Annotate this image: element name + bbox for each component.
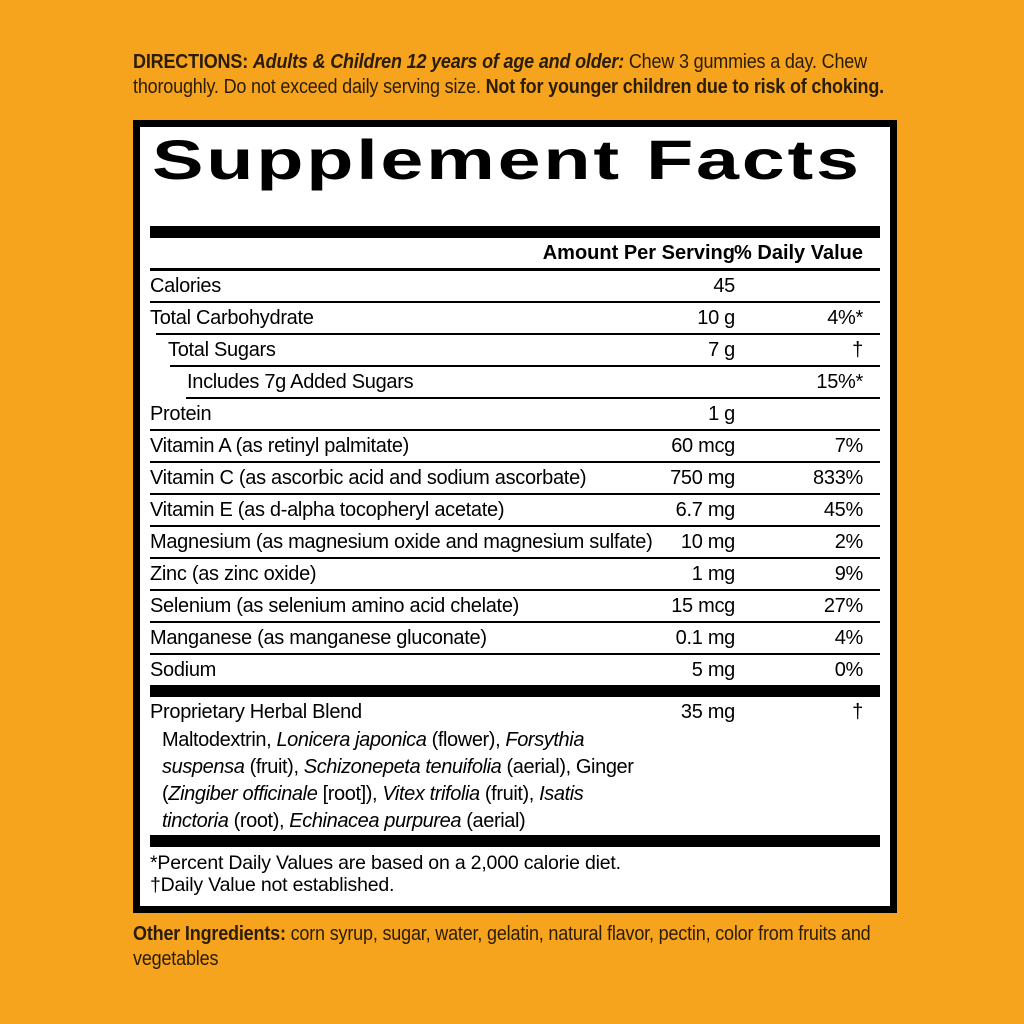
nutrient-label: Sodium	[150, 659, 217, 681]
blend-dv: †	[852, 701, 863, 723]
nutrient-label: Zinc (as zinc oxide)	[150, 563, 317, 585]
blend-description-line	[162, 781, 880, 808]
nutrient-label: Magnesium (as magnesium oxide and magnesium sulfate)	[150, 531, 653, 553]
nutrient-dv: 7%	[834, 435, 863, 457]
header-amount-per-serving: Amount Per Serving	[542, 242, 735, 264]
nutrient-label: Vitamin A (as retinyl palmitate)	[150, 435, 410, 457]
other-ingredients-text	[133, 922, 897, 972]
nutrient-label: Total Sugars	[168, 339, 276, 361]
table-row-total-carbohydrate	[150, 303, 880, 333]
header-daily-value: % Daily Value	[734, 242, 863, 264]
blend-description	[162, 727, 880, 835]
nutrient-amount: 10 g	[697, 307, 735, 329]
nutrient-dv: 833%	[813, 467, 863, 489]
label-column	[133, 0, 897, 992]
table-row-vitamin-c	[150, 463, 880, 493]
thick-divider-middle	[150, 685, 880, 697]
thick-divider-bottom	[150, 835, 880, 847]
blend-text: [root]),	[317, 783, 383, 805]
blend-species: Lonicera japonica	[276, 729, 427, 751]
nutrient-dv: 27%	[823, 595, 863, 617]
nutrient-amount: 60 mcg	[671, 435, 735, 457]
nutrient-dv: 2%	[834, 531, 863, 553]
nutrient-amount: 15 mcg	[671, 595, 735, 617]
nutrient-label: Selenium (as selenium amino acid chelate)	[150, 595, 519, 617]
nutrient-amount: 0.1 mg	[675, 627, 735, 649]
nutrient-label: Vitamin C (as ascorbic acid and sodium ascorbate)	[150, 467, 587, 489]
blend-text: (aerial)	[461, 810, 526, 832]
supplement-facts-panel	[133, 120, 897, 913]
blend-species: suspensa	[162, 756, 245, 778]
blend-amount: 35 mg	[680, 701, 735, 723]
table-row-calories	[150, 271, 880, 301]
footnotes	[150, 847, 880, 900]
blend-description-line	[162, 727, 880, 754]
nutrient-label: Vitamin E (as d-alpha tocopheryl acetate)	[150, 499, 505, 521]
nutrient-dv: 45%	[823, 499, 863, 521]
blend-species: tinctoria	[162, 810, 229, 832]
blend-text: (aerial), Ginger	[501, 756, 634, 778]
blend-label: Proprietary Herbal Blend	[150, 701, 362, 723]
table-row-protein	[150, 399, 880, 429]
blend-species: Isatis	[539, 783, 584, 805]
blend-species: Zingiber officinale	[168, 783, 318, 805]
nutrient-dv: 4%	[834, 627, 863, 649]
footnote-dagger: †Daily Value not established.	[150, 874, 395, 896]
nutrient-label: Calories	[150, 275, 221, 297]
table-row-zinc	[150, 559, 880, 589]
table-header	[150, 238, 880, 268]
table-row-sodium	[150, 655, 880, 685]
blend-species: Forsythia	[505, 729, 585, 751]
blend-description-line	[162, 754, 880, 781]
table-row-manganese	[150, 623, 880, 653]
table-row-added-sugars	[150, 367, 880, 397]
blend-text: (fruit),	[479, 783, 540, 805]
table-row-vitamin-e	[150, 495, 880, 525]
directions-text	[133, 50, 897, 100]
directions-warning: Not for younger children due to risk of choking.	[485, 76, 884, 98]
other-ingredients-heading: Other Ingredients:	[133, 923, 286, 945]
nutrient-amount: 1 g	[708, 403, 735, 425]
nutrient-amount: 10 mg	[680, 531, 735, 553]
nutrient-amount: 5 mg	[691, 659, 735, 681]
title-spacer	[150, 188, 880, 226]
nutrient-amount: 1 mg	[691, 563, 735, 585]
blend-text: (flower),	[426, 729, 506, 751]
nutrient-amount: 6.7 mg	[675, 499, 735, 521]
nutrient-dv: 4%*	[827, 307, 863, 329]
blend-text: Maltodextrin,	[162, 729, 277, 751]
blend-text: (root),	[228, 810, 290, 832]
table-row-total-sugars	[150, 335, 880, 365]
footnote-daily-values: *Percent Daily Values are based on a 2,000 calorie diet.	[150, 852, 621, 874]
directions-audience: Adults & Children 12 years of age and older:	[252, 51, 625, 73]
blend-text: (fruit),	[244, 756, 304, 778]
nutrient-amount: 750 mg	[670, 467, 735, 489]
table-row-proprietary-blend	[150, 697, 880, 727]
directions-heading: DIRECTIONS:	[133, 51, 253, 73]
table-row-vitamin-a	[150, 431, 880, 461]
table-row-selenium	[150, 591, 880, 621]
nutrient-label: Total Carbohydrate	[150, 307, 314, 329]
nutrient-dv: 9%	[834, 563, 863, 585]
nutrient-dv: 15%*	[816, 371, 863, 393]
directions-body: Chew 3 gummies a day. Chew thoroughly. Do not exceed daily serving size.	[133, 51, 867, 98]
blend-species: Schizonepeta tenuifolia	[303, 756, 502, 778]
nutrient-label: Includes 7g Added Sugars	[187, 371, 414, 393]
panel-title: Supplement Facts	[152, 128, 862, 191]
nutrient-label: Manganese (as manganese gluconate)	[150, 627, 487, 649]
nutrient-dv: †	[852, 339, 863, 361]
nutrient-label: Protein	[150, 403, 212, 425]
nutrient-amount: 7 g	[708, 339, 735, 361]
nutrient-dv: 0%	[834, 659, 863, 681]
blend-description-line	[162, 808, 880, 835]
blend-species: Echinacea purpurea	[289, 810, 462, 832]
nutrient-amount: 45	[713, 275, 735, 297]
thick-divider-top	[150, 226, 880, 238]
blend-text: (	[162, 783, 169, 805]
table-row-magnesium	[150, 527, 880, 557]
blend-species: Vitex trifolia	[382, 783, 480, 805]
other-ingredients-list: corn syrup, sugar, water, gelatin, natural flavor, pectin, color from fruits and vegetables	[133, 923, 871, 970]
